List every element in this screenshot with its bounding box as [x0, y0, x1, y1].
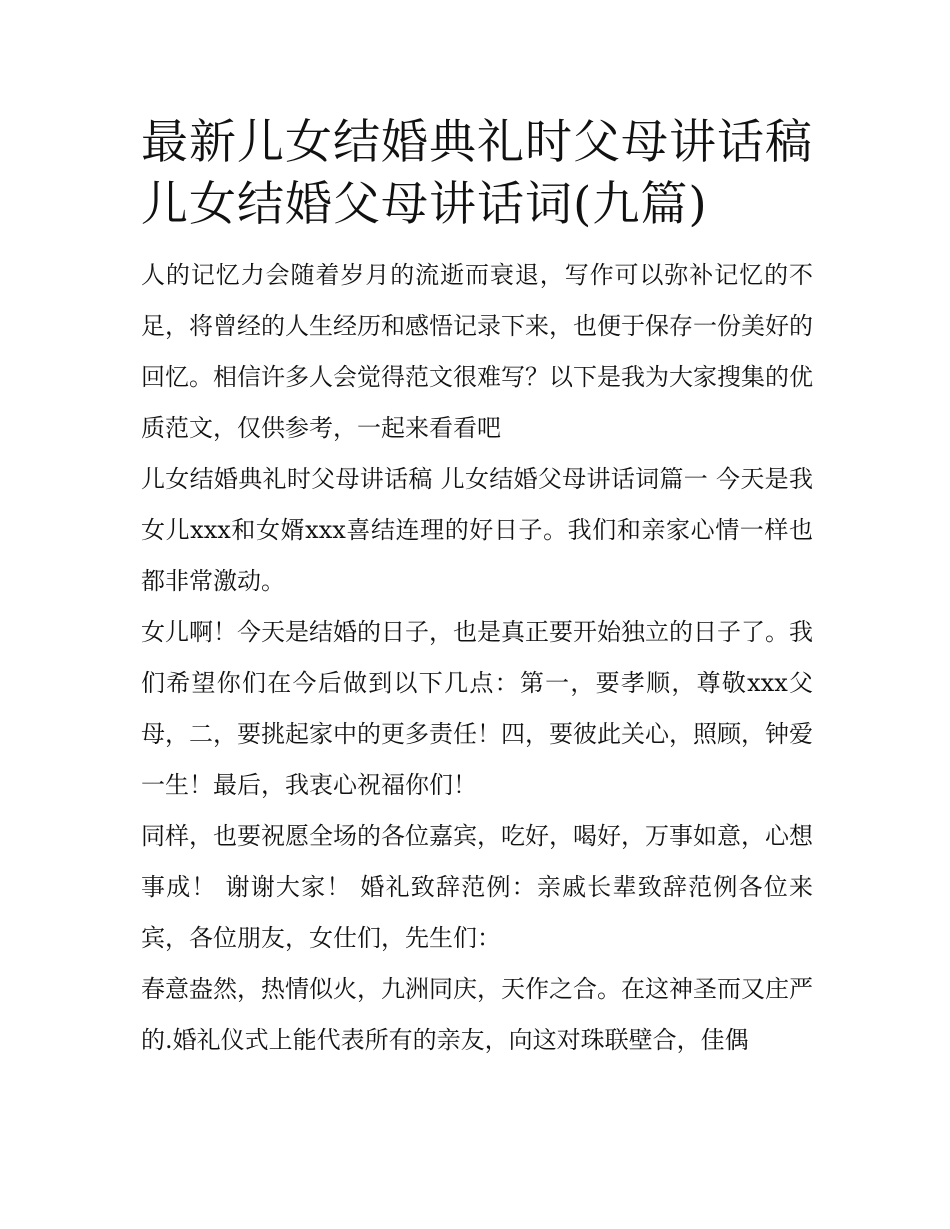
paragraph-two: 女儿啊！今天是结婚的日子，也是真正要开始独立的日子了。我们希望你们在今后做到以下几点：第一，要孝顺，尊敬xxx父母，二，要挑起家中的更多责任！四，要彼此关心，照顾，钟爱一生！最后，我衷心祝福你们！ [141, 618, 813, 799]
paragraph-one: 儿女结婚典礼时父母讲话稿 儿女结婚父母讲话词篇一 今天是我女儿xxx和女婿xxx喜结连理的好日子。我们和亲家心情一样也都非常激动。 [141, 465, 813, 595]
document-title: 最新儿女结婚典礼时父母讲话稿 儿女结婚父母讲话词(九篇) [141, 115, 813, 232]
document-page [141, 112, 813, 1066]
paragraph-four: 春意盎然，热情似火，九洲同庆，天作之合。在这神圣而又庄严的.婚礼仪式上能代表所有的亲友，向这对珠联壁合，佳偶 [141, 975, 813, 1054]
paragraph-three: 同样，也要祝愿全场的各位嘉宾，吃好，喝好，万事如意，心想事成！ 谢谢大家！ 婚礼致辞范例：亲戚长辈致辞范例各位来宾，各位朋友，女仕们，先生们： [141, 822, 813, 952]
paragraph-intro: 人的记忆力会随着岁月的流逝而衰退，写作可以弥补记忆的不足，将曾经的人生经历和感悟记录下来，也便于保存一份美好的回忆。相信许多人会觉得范文很难写？以下是我为大家搜集的优质范文，仅供参考，一起来看看吧 [141, 261, 813, 442]
